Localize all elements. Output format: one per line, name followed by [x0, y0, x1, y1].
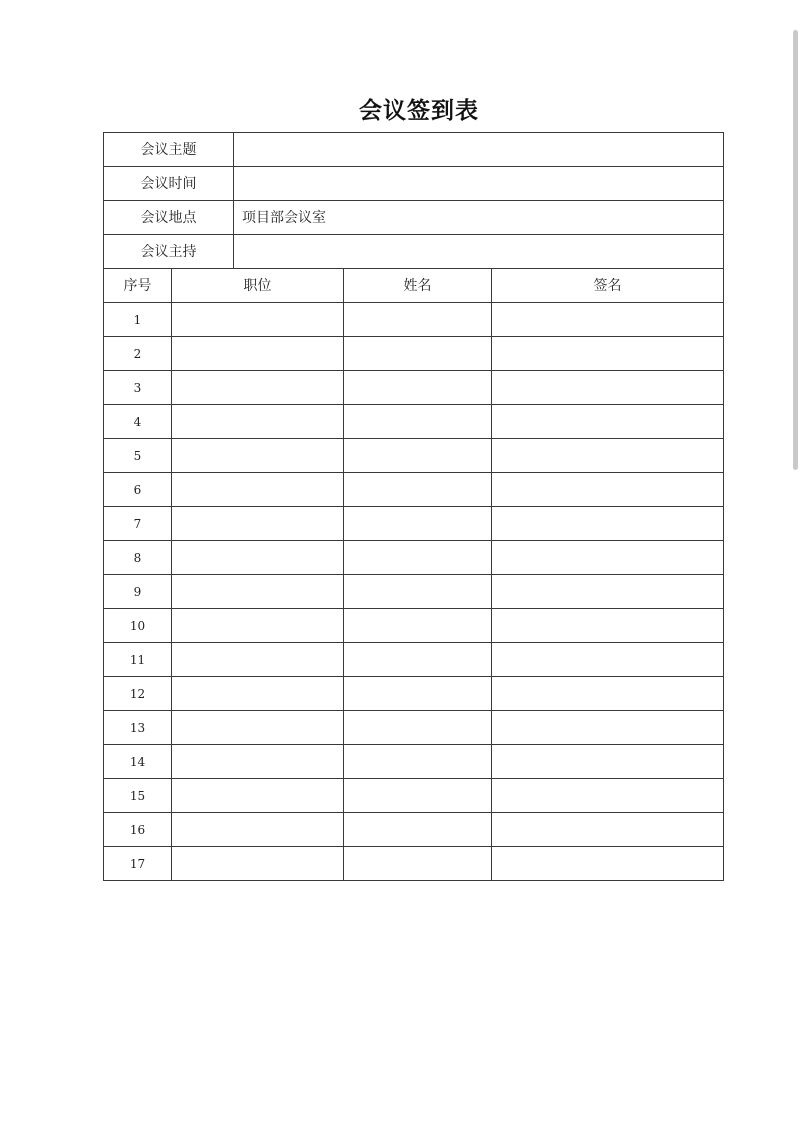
- signature-cell[interactable]: [492, 779, 724, 813]
- page-title: 会议签到表: [359, 98, 479, 124]
- signature-cell[interactable]: [492, 813, 724, 847]
- info-value-host[interactable]: [234, 235, 724, 269]
- name-cell[interactable]: [344, 575, 492, 609]
- name-cell[interactable]: [344, 711, 492, 745]
- table-row: [104, 609, 724, 643]
- position-cell[interactable]: [172, 779, 344, 813]
- signature-cell[interactable]: [492, 677, 724, 711]
- position-cell[interactable]: [172, 507, 344, 541]
- info-row-location: [104, 201, 724, 235]
- sign-rows: [104, 303, 724, 881]
- info-label-topic: 会议主题: [104, 133, 234, 167]
- name-cell[interactable]: [344, 541, 492, 575]
- name-cell[interactable]: [344, 405, 492, 439]
- position-cell[interactable]: [172, 847, 344, 881]
- name-cell[interactable]: [344, 337, 492, 371]
- info-value-time[interactable]: [234, 167, 724, 201]
- info-value-topic[interactable]: [234, 133, 724, 167]
- header-signature: 签名: [492, 269, 724, 303]
- row-index: 13: [104, 711, 172, 745]
- header-index: 序号: [104, 269, 172, 303]
- row-index: 12: [104, 677, 172, 711]
- row-index: 14: [104, 745, 172, 779]
- position-cell[interactable]: [172, 439, 344, 473]
- position-cell[interactable]: [172, 575, 344, 609]
- signature-cell[interactable]: [492, 371, 724, 405]
- row-index: 2: [104, 337, 172, 371]
- table-row: [104, 541, 724, 575]
- row-index: 9: [104, 575, 172, 609]
- position-cell[interactable]: [172, 371, 344, 405]
- info-row-host: [104, 235, 724, 269]
- row-index: 17: [104, 847, 172, 881]
- position-cell[interactable]: [172, 473, 344, 507]
- signature-cell[interactable]: [492, 303, 724, 337]
- position-cell[interactable]: [172, 677, 344, 711]
- position-cell[interactable]: [172, 711, 344, 745]
- name-cell[interactable]: [344, 745, 492, 779]
- table-row: [104, 371, 724, 405]
- sign-in-table: [103, 132, 724, 881]
- table-row: [104, 813, 724, 847]
- table-row: [104, 745, 724, 779]
- row-index: 10: [104, 609, 172, 643]
- name-cell[interactable]: [344, 303, 492, 337]
- signature-cell[interactable]: [492, 643, 724, 677]
- scrollbar[interactable]: [788, 0, 800, 1130]
- name-cell[interactable]: [344, 439, 492, 473]
- table-row: [104, 439, 724, 473]
- signature-cell[interactable]: [492, 609, 724, 643]
- position-cell[interactable]: [172, 337, 344, 371]
- name-cell[interactable]: [344, 609, 492, 643]
- signature-cell[interactable]: [492, 439, 724, 473]
- position-cell[interactable]: [172, 813, 344, 847]
- position-cell[interactable]: [172, 609, 344, 643]
- table-row: [104, 405, 724, 439]
- info-label-time: 会议时间: [104, 167, 234, 201]
- row-index: 11: [104, 643, 172, 677]
- table-row: [104, 575, 724, 609]
- header-position: 职位: [172, 269, 344, 303]
- name-cell[interactable]: [344, 779, 492, 813]
- info-label-location: 会议地点: [104, 201, 234, 235]
- table-row: [104, 303, 724, 337]
- signature-cell[interactable]: [492, 337, 724, 371]
- row-index: 15: [104, 779, 172, 813]
- table-header-row: [104, 269, 724, 303]
- name-cell[interactable]: [344, 371, 492, 405]
- row-index: 4: [104, 405, 172, 439]
- name-cell[interactable]: [344, 847, 492, 881]
- signature-cell[interactable]: [492, 541, 724, 575]
- row-index: 16: [104, 813, 172, 847]
- signature-cell[interactable]: [492, 711, 724, 745]
- row-index: 7: [104, 507, 172, 541]
- table-row: [104, 847, 724, 881]
- row-index: 3: [104, 371, 172, 405]
- position-cell[interactable]: [172, 643, 344, 677]
- signature-cell[interactable]: [492, 575, 724, 609]
- signature-cell[interactable]: [492, 507, 724, 541]
- table-row: [104, 507, 724, 541]
- position-cell[interactable]: [172, 541, 344, 575]
- name-cell[interactable]: [344, 643, 492, 677]
- name-cell[interactable]: [344, 473, 492, 507]
- position-cell[interactable]: [172, 303, 344, 337]
- signature-cell[interactable]: [492, 847, 724, 881]
- row-index: 6: [104, 473, 172, 507]
- info-row-topic: [104, 133, 724, 167]
- info-row-time: [104, 167, 724, 201]
- table-row: [104, 779, 724, 813]
- position-cell[interactable]: [172, 745, 344, 779]
- row-index: 5: [104, 439, 172, 473]
- signature-cell[interactable]: [492, 473, 724, 507]
- table-row: [104, 677, 724, 711]
- name-cell[interactable]: [344, 813, 492, 847]
- signature-cell[interactable]: [492, 745, 724, 779]
- name-cell[interactable]: [344, 677, 492, 711]
- table-row: [104, 711, 724, 745]
- table-row: [104, 337, 724, 371]
- position-cell[interactable]: [172, 405, 344, 439]
- header-name: 姓名: [344, 269, 492, 303]
- name-cell[interactable]: [344, 507, 492, 541]
- row-index: 8: [104, 541, 172, 575]
- table-row: [104, 473, 724, 507]
- table-row: [104, 643, 724, 677]
- info-value-location[interactable]: 项目部会议室: [234, 201, 724, 235]
- info-label-host: 会议主持: [104, 235, 234, 269]
- scrollbar-thumb[interactable]: [793, 30, 798, 470]
- signature-cell[interactable]: [492, 405, 724, 439]
- row-index: 1: [104, 303, 172, 337]
